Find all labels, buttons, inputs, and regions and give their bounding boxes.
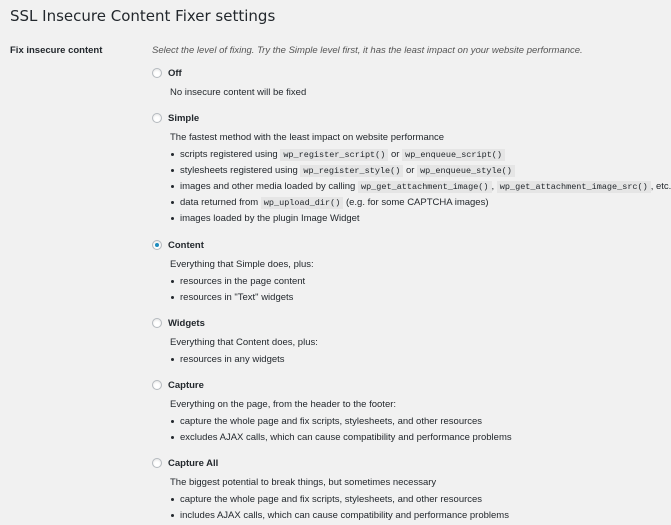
page-title: SSL Insecure Content Fixer settings — [10, 7, 276, 25]
list-item-text: includes AJAX calls, which can cause compatibility and performance problems — [180, 510, 509, 521]
list-item-text: capture the whole page and fix scripts, stylesheets, and other resources — [180, 494, 483, 505]
radio-capture[interactable] — [152, 380, 162, 390]
list-item-text: or — [388, 149, 403, 160]
radio-content-label[interactable]: Content — [168, 239, 204, 251]
list-item-text: capture the whole page and fix scripts, stylesheets, and other resources — [180, 416, 483, 427]
function-name-code: wp_upload_dir() — [261, 197, 344, 209]
radio-widgets-label[interactable]: Widgets — [168, 317, 205, 329]
option-widgets — [152, 316, 647, 367]
list-item — [170, 291, 647, 305]
option-content — [152, 238, 647, 305]
option-content-details — [152, 258, 647, 305]
option-off — [152, 66, 647, 100]
list-item-text: (e.g. for some CAPTCHA images) — [343, 197, 489, 208]
list-item-text: resources in the page content — [180, 276, 306, 287]
option-off-radio-row[interactable] — [152, 66, 647, 80]
option-simple-bullet-list — [170, 148, 671, 226]
list-item — [170, 148, 647, 162]
option-capture-radio-row[interactable] — [152, 378, 647, 392]
radio-simple[interactable] — [152, 113, 162, 123]
option-simple-details — [152, 131, 671, 226]
option-off-summary: No insecure content will be fixed — [170, 87, 307, 98]
option-capture — [152, 378, 647, 445]
option-capture-summary: Everything on the page, from the header to the footer: — [170, 399, 397, 410]
option-widgets-bullet-list — [170, 353, 647, 367]
list-item — [170, 196, 647, 210]
list-item-text: scripts registered using — [180, 149, 281, 160]
function-name-code: wp_get_attachment_image() — [358, 181, 492, 193]
list-item — [170, 275, 647, 289]
field-label: Fix insecure content — [10, 45, 103, 56]
list-item-text: resources in any widgets — [180, 354, 285, 365]
radio-off-label[interactable]: Off — [168, 67, 182, 79]
option-content-summary: Everything that Simple does, plus: — [170, 259, 314, 270]
list-item-text: stylesheets registered using — [180, 165, 301, 176]
option-capture-details — [152, 398, 647, 445]
option-capture-all-radio-row[interactable] — [152, 456, 647, 470]
list-item-text: data returned from — [180, 197, 261, 208]
list-item — [170, 164, 647, 178]
radio-capture-label[interactable]: Capture — [168, 379, 204, 391]
list-item — [170, 212, 647, 226]
field-description: Select the level of fixing. Try the Simple level first, it has the least impact on your website performance. — [152, 45, 583, 56]
function-name-code: wp_enqueue_script() — [402, 149, 505, 161]
option-capture-all-details — [152, 476, 647, 523]
option-content-radio-row[interactable] — [152, 238, 647, 252]
list-item — [170, 431, 647, 445]
function-name-code: wp_enqueue_style() — [417, 165, 515, 177]
list-item — [170, 509, 647, 523]
option-widgets-summary: Everything that Content does, plus: — [170, 337, 318, 348]
option-capture-all-summary: The biggest potential to break things, but sometimes necessary — [170, 477, 437, 488]
radio-widgets[interactable] — [152, 318, 162, 328]
list-item-text: resources in "Text" widgets — [180, 292, 294, 303]
option-widgets-radio-row[interactable] — [152, 316, 647, 330]
function-name-code: wp_register_style() — [300, 165, 403, 177]
list-item-text: , — [491, 181, 497, 192]
list-item-text: images loaded by the plugin Image Widget — [180, 213, 360, 224]
option-capture-bullet-list — [170, 415, 647, 445]
radio-capture-all-label[interactable]: Capture All — [168, 457, 219, 469]
list-item — [170, 353, 647, 367]
option-capture-all — [152, 456, 647, 523]
radio-capture-all[interactable] — [152, 458, 162, 468]
function-name-code: wp_get_attachment_image_src() — [497, 181, 651, 193]
list-item-text: , etc. — [650, 181, 671, 192]
list-item — [170, 180, 671, 194]
list-item-text: or — [403, 165, 418, 176]
list-item-text: images and other media loaded by calling — [180, 181, 358, 192]
option-capture-all-bullet-list — [170, 493, 647, 523]
function-name-code: wp_register_script() — [280, 149, 388, 161]
option-simple-summary: The fastest method with the least impact on website performance — [170, 132, 445, 143]
radio-off[interactable] — [152, 68, 162, 78]
list-item — [170, 493, 647, 507]
option-simple-radio-row[interactable] — [152, 111, 647, 125]
radio-content[interactable] — [152, 240, 162, 250]
option-widgets-details — [152, 336, 647, 367]
list-item-text: excludes AJAX calls, which can cause compatibility and performance problems — [180, 432, 512, 443]
radio-simple-label[interactable]: Simple — [168, 112, 200, 124]
option-content-bullet-list — [170, 275, 647, 305]
fix-level-options — [152, 66, 671, 525]
list-item — [170, 415, 647, 429]
option-simple — [152, 111, 671, 226]
option-off-details — [152, 86, 647, 100]
